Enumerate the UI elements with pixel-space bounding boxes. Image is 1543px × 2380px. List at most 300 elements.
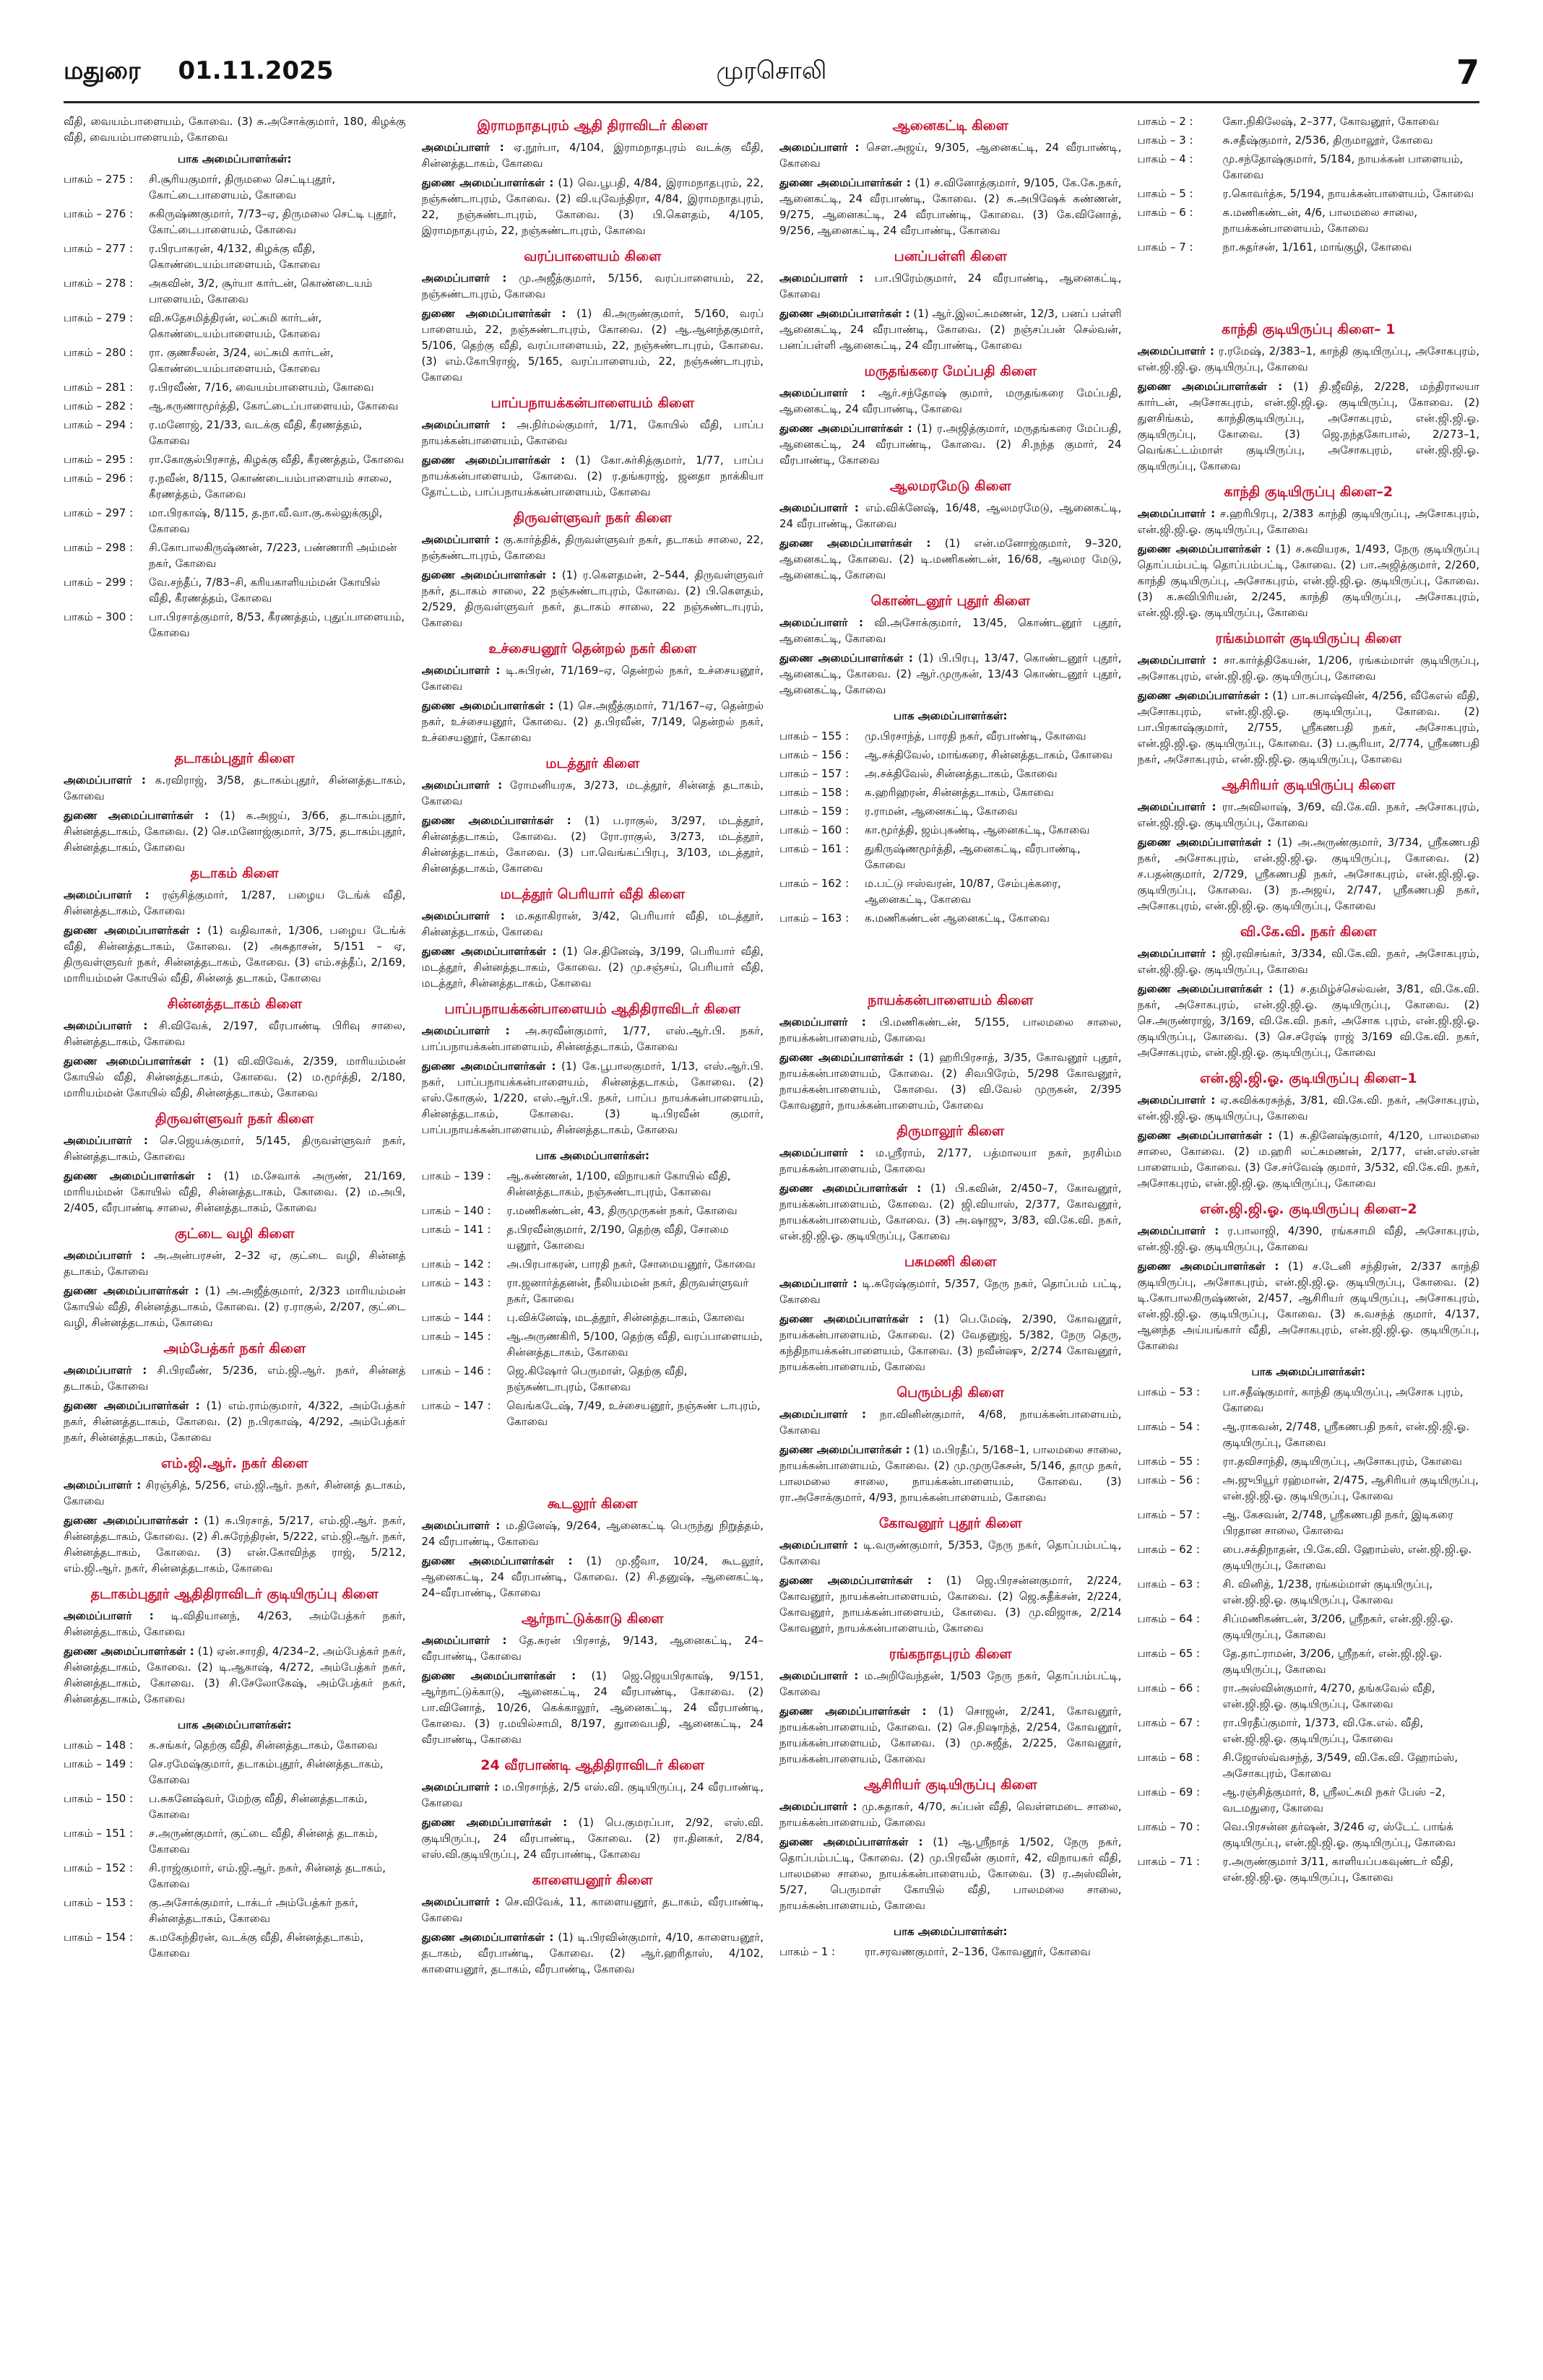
branch-title: காந்தி குடியிருப்பு கிளை– 1 <box>1222 321 1396 337</box>
bhaga-number: பாகம் – 163 : <box>779 912 850 925</box>
deputy-organizers-names: (1) டி.பிரவின்குமார், 4/10, காளையனூர், தடாகம், வீரபாண்டி, கோவை. (2) ஆர்.ஹரிதாஸ், 4/102, காளையனூர், தடாகம், வீரபாண்டி, கோவை <box>421 1931 764 1976</box>
branch-section <box>779 593 1122 698</box>
branch-section <box>64 1226 406 1330</box>
bhaga-row <box>64 505 406 537</box>
deputy-organizers-label: துணை அமைப்பாளர்கள் : <box>779 307 910 320</box>
branch-section <box>64 1111 406 1216</box>
organizer-line <box>779 270 1122 302</box>
deputy-organizers-label: துணை அமைப்பாளர்கள் : <box>421 814 571 827</box>
organizer-name: ஆர்.சந்தோஷ் குமார், மருதங்கரை மேப்பதி, ஆனைகட்டி, 24 வீரபாண்டி, கோவை <box>779 386 1122 415</box>
deputy-organizers-line <box>422 1668 764 1747</box>
bhaga-row <box>64 398 406 414</box>
organizer-name: சி.பிரவீண், 5/236, எம்.ஜி.ஆர். நகர், சின்னத் தடாகம், கோவை <box>64 1364 406 1393</box>
bhaga-organizer: தே.தாட்ராமன், 3/206, ஸ்ரீநகர், என்.ஜி.ஜி.ஓ. குடியிருப்பு, கோவை <box>1222 1647 1443 1676</box>
bhaga-row <box>1138 1453 1480 1469</box>
deputy-organizers-names: (1) கோ.சுர்சித்குமார், 1/77, பாப்ப நாயக்கன்பாளையம், கோவை. (2) ர.தங்கராஜ், ஜனதா நாக்கியா தோட்டம், பாப்பநாயக்கன்பாளையம், கோவை <box>421 454 764 498</box>
branch-title: என்.ஜி.ஜி.ஓ. குடியிருப்பு கிளை–2 <box>1199 1201 1417 1217</box>
deputy-organizers-line <box>64 1643 406 1707</box>
bhaga-organizer: துகிருஷ்ணமூர்த்தி, ஆனைகட்டி, வீரபாண்டி, கோவை <box>865 842 1081 871</box>
bhaga-row <box>64 206 406 238</box>
organizer-label: அமைப்பாளர் : <box>1137 345 1214 358</box>
bhaga-row <box>1138 1819 1480 1851</box>
bhaga-number: பாகம் – 147 : <box>421 1399 491 1412</box>
deputy-organizers-line <box>779 1311 1122 1375</box>
organizer-line <box>64 1608 406 1640</box>
columns <box>64 112 1479 2358</box>
branch-section <box>779 1515 1122 1636</box>
bhaga-row <box>1138 1645 1480 1677</box>
branch-section <box>779 248 1122 353</box>
column-gap <box>64 644 406 745</box>
branch-section <box>422 118 764 238</box>
deputy-organizers-label: துணை அமைப்பாளர்கள் : <box>421 568 556 581</box>
branch-title: ஆனைகட்டி கிளை <box>892 118 1008 134</box>
organizer-label: அமைப்பாளர் : <box>779 272 864 285</box>
branch-title: திருவள்ளுவர் நகர் கிளை <box>155 1111 314 1127</box>
bhaga-organizer: அகவின், 3/2, சூர்யா கார்டன், கொண்டையம் பாளையம், கோவை <box>149 277 373 306</box>
bhaga-organizer: சி.கோபாலகிருஷ்ணன், 7/223, பண்ணாரி அம்மன் நகர், கோவை <box>149 541 397 570</box>
bhaga-row <box>779 875 1122 907</box>
branch-title: திருவள்ளுவர் நகர் கிளை <box>513 510 672 526</box>
bhaga-number: பாகம் – 68 : <box>1137 1751 1201 1764</box>
bhaga-organizer: பை.சக்திநாதன், பி.கே.வி. ஹோம்ஸ், என்.ஜி.ஜி.ஓ. குடியிருப்பு, கோவை <box>1222 1543 1472 1572</box>
branch-section <box>1138 1070 1480 1191</box>
organizer-label: அமைப்பாளர் : <box>421 141 504 154</box>
branch-section <box>1138 484 1480 620</box>
deputy-organizers-line <box>1138 378 1480 474</box>
bhaga-organizer: ரா.ஜனார்த்தனன், நீலியம்மன் நகர், திருவள்ளுவர் நகர், கோவை <box>506 1276 749 1305</box>
deputy-organizers-names: (1) ர.அஜித்குமார், மருதங்கரை மேப்பதி, ஆனைகட்டி, 24 வீரபாண்டி, கோவை. (2) சி.நந்த குமார், 24 வீரபாண்டி, கோவை <box>779 422 1122 467</box>
bhaga-heading: பாக அமைப்பாளர்கள்: <box>178 1718 292 1731</box>
organizer-name: சா.கார்த்திகேயன், 1/206, ரங்கம்மாள் குடியிருப்பு, அசோகபுரம், என்.ஜி.ஜி.ஓ. குடியிருப்பு, கோவை <box>1137 654 1479 683</box>
branch-section <box>779 478 1122 583</box>
bhaga-organizer: பு.விக்னேஷ், மடத்தூர், சின்னத்தடாகம், கோவை <box>506 1311 745 1324</box>
branch-title: பாப்பநாயக்கன்பாளையம் கிளை <box>490 395 695 411</box>
branch-title: வரப்பாளையம் கிளை <box>524 248 662 264</box>
deputy-organizers-line <box>779 1834 1122 1913</box>
bhaga-list <box>422 1168 764 1429</box>
bhaga-row <box>422 1203 764 1219</box>
branch-section <box>422 1872 764 1977</box>
bhaga-number: பாகம் – 63 : <box>1137 1578 1201 1591</box>
organizer-line <box>422 417 764 449</box>
bhaga-organizer: மு.பிரசாந்த், பாரதி நகர், வீரபாண்டி, கோவை <box>865 730 1086 743</box>
branch-title: தடாகம் கிளை <box>190 865 279 881</box>
bhaga-row <box>1138 1384 1480 1416</box>
branch-title: வி.கே.வி. நகர் கிளை <box>1240 924 1377 940</box>
bhaga-number: பாகம் – 300 : <box>64 610 134 623</box>
bhaga-row <box>64 241 406 272</box>
bhaga-organizer: ர.மணிகண்டன், 43, திருமுருகன் நகர், கோவை <box>506 1204 738 1217</box>
branch-title: சின்னத்தடாகம் கிளை <box>167 996 302 1012</box>
organizer-label: அமைப்பாளர் : <box>421 533 499 546</box>
column-3 <box>779 112 1122 2358</box>
issue-date: 01.11.2025 <box>178 56 334 85</box>
deputy-organizers-names: (1) செ.தினேஷ், 3/199, பெரியார் வீதி, மடத்தூர், சின்னத்தடாகம், கோவை. (2) மு.சஞ்சய், பெரியார் வீதி, மடத்தூர், சின்னத்தடாகம், கோவை <box>421 945 764 990</box>
organizer-line <box>64 1247 406 1279</box>
bhaga-row <box>64 609 406 641</box>
section-list <box>64 750 406 1707</box>
masthead <box>64 43 1479 103</box>
deputy-organizers-names: (1) அ.அஜீத்குமார், 2/323 மாரியம்மன் கோயில் வீதி, சின்னத்தடாகம், கோவை. (2) ர.ராகுல், 2/207, குட்டை வழி, சின்னத்தடாகம், கோவை <box>64 1284 406 1329</box>
deputy-organizers-line <box>422 567 764 631</box>
branch-title: கொண்டனூர் புதூர் கிளை <box>870 593 1030 609</box>
branch-title: நாயக்கன்பாளையம் கிளை <box>868 992 1034 1008</box>
branch-section <box>779 118 1122 238</box>
deputy-organizers-label: துணை அமைப்பாளர்கள் : <box>421 454 566 467</box>
bhaga-number: பாகம் – 54 : <box>1137 1420 1201 1433</box>
bhaga-number: பாகம் – 162 : <box>779 877 850 890</box>
bhaga-row <box>422 1256 764 1272</box>
deputy-organizers-label: துணை அமைப்பாளர்கள் : <box>779 422 912 435</box>
bhaga-number: பாகம் – 64 : <box>1137 1612 1201 1625</box>
branch-title: மருதங்கரை மேப்பதி கிளை <box>864 363 1037 379</box>
organizer-name: தே.சுரன் பிரசாத், 9/143, ஆனைகட்டி, 24–வீரபாண்டி, கோவை <box>421 1634 764 1663</box>
bhaga-number: பாகம் – 279 : <box>64 311 134 324</box>
deputy-organizers-label: துணை அமைப்பாளர்கள் : <box>64 1645 194 1658</box>
deputy-organizers-line <box>1138 1258 1480 1354</box>
deputy-organizers-line <box>422 943 764 991</box>
deputy-organizers-names: (1) வி.விவேக், 2/359, மாரியம்மன் கோயில் வீதி, சின்னத்தடாகம், கோவை. (2) ம.மூர்த்தி, 2/180, மாரியம்மன் கோயில் வீதி, சின்னத்தடாகம், கோவை <box>64 1055 406 1099</box>
bhaga-row <box>1138 1576 1480 1608</box>
organizer-name: பி.மணிகண்டன், 5/155, பாலமலை சாலை, நாயக்கன்பாளையம், கோவை <box>779 1016 1122 1044</box>
organizer-label: அமைப்பாளர் : <box>421 418 506 431</box>
organizer-label: அமைப்பாளர் : <box>421 272 507 285</box>
branch-section <box>1138 924 1480 1060</box>
branch-title: பெரும்பதி கிளை <box>896 1385 1005 1401</box>
bhaga-number: பாகம் – 7 : <box>1137 241 1193 254</box>
branch-title: கோவனூர் புதூர் கிளை <box>878 1515 1022 1531</box>
branch-title: மடத்தூர் பெரியார் வீதி கிளை <box>500 886 686 902</box>
bhaga-number: பாகம் – 149 : <box>64 1757 134 1770</box>
bhaga-organizer: சி.ராஜ்குமார், எம்.ஜி.ஆர். நகர், சின்னத் தடாகம், கோவை <box>149 1861 386 1890</box>
deputy-organizers-label: துணை அமைப்பாளர்கள் : <box>421 945 557 958</box>
organizer-name: கு.கார்த்திக், திருவள்ளுவர் நகர், தடாகம் சாலை, 22, நஞ்சுண்டாபுரம், கோவை <box>421 533 764 562</box>
deputy-organizers-line <box>422 813 764 876</box>
bhaga-row <box>64 574 406 606</box>
organizer-name: ரோமனியரசு, 3/273, மடத்தூர், சின்னத் தடாகம், கோவை <box>421 779 764 808</box>
branch-title: குட்டை வழி கிளை <box>174 1226 295 1242</box>
deputy-organizers-line <box>779 1442 1122 1505</box>
section-list <box>422 118 764 1138</box>
deputy-organizers-names: (1) ம.சேவாக் அருண், 21/169, மாரியம்மன் கோயில் வீதி, சின்னத்தடாகம், கோவை. (2) ம.அபி, 2/405, வீரபாண்டி சாலை, சின்னத்தடாகம், கோவை <box>64 1169 406 1214</box>
branch-section <box>64 865 406 986</box>
organizer-line <box>779 1668 1122 1700</box>
bhaga-organizer: மா.பிரகாஷ், 8/115, த.நா.வீ.வா.கு.கல்லுக்குழி, கோவை <box>149 506 383 535</box>
bhaga-number: பாகம் – 154 : <box>64 1931 134 1944</box>
bhaga-number: பாகம் – 145 : <box>421 1330 491 1343</box>
deputy-organizers-label: துணை அமைப்பாளர்கள் : <box>1137 1260 1279 1273</box>
bhaga-row <box>64 1756 406 1788</box>
organizer-label: அமைப்பாளர் : <box>64 1134 148 1147</box>
organizer-label: அமைப்பாளர் : <box>1137 800 1216 813</box>
organizer-name: ர.பாலாஜி, 4/390, ரங்கசாமி வீதி, அசோகபுரம், என்.ஜி.ஜி.ஓ. குடியிருப்பு, கோவை <box>1137 1224 1479 1253</box>
branch-section <box>1138 777 1480 914</box>
bhaga-list <box>64 1737 406 1961</box>
bhaga-list <box>1138 113 1480 255</box>
deputy-organizers-line <box>779 535 1122 583</box>
branch-section <box>779 1123 1122 1244</box>
bhaga-number: பாகம் – 6 : <box>1137 206 1193 219</box>
bhaga-organizer: ர.மனோஜ், 21/33, வடக்கு வீதி, கீரணத்தம், கோவை <box>149 418 363 447</box>
branch-title: பனப்பள்ளி கிளை <box>894 248 1007 264</box>
bhaga-row <box>1138 1472 1480 1504</box>
bhaga-number: பாகம் – 299 : <box>64 576 134 589</box>
organizer-label: அமைப்பாளர் : <box>421 1634 507 1647</box>
deputy-organizers-label: துணை அமைப்பாளர்கள் : <box>421 1554 573 1567</box>
bhaga-organizer: அ.ஜுபியூர் ரஹ்மான், 2/475, ஆசிரியர் குடியிருப்பு, என்.ஜி.ஜி.ஓ. குடியிருப்பு, கோவை <box>1222 1474 1479 1502</box>
bhaga-number: பாகம் – 56 : <box>1137 1474 1201 1487</box>
organizer-line <box>422 1518 764 1549</box>
organizer-line <box>779 1799 1122 1830</box>
deputy-organizers-label: துணை அமைப்பாளர்கள் : <box>421 1060 556 1073</box>
bhaga-row <box>1138 1611 1480 1643</box>
organizer-name: ரா.அவிலாஷ், 3/69, வி.கே.வி. நகர், அசோகபுரம், என்.ஜி.ஜி.ஓ. குடியிருப்பு, கோவை <box>1137 800 1479 829</box>
bhaga-organizer: ரா.அஸ்வின்குமார், 4/270, தங்கவேல் வீதி, என்.ஜி.ஜி.ஓ. குடியிருப்பு, கோவை <box>1222 1682 1435 1710</box>
bhaga-row <box>1138 1680 1480 1712</box>
organizer-line <box>422 1779 764 1811</box>
deputy-organizers-names: (1) பி.கவின், 2/450–7, கோவனூர், நாயக்கன்பாளையம், கோவை. (2) ஜி.வியாஸ், 2/377, கோவனூர், நாயக்கன்பாளையம், கோவை. (3) அ.ஷாஜு, 3/83, வி.கே.வி. நகர், என்.ஜி.ஜி.ஓ. குடியிருப்பு, கோவை <box>779 1182 1122 1242</box>
bhaga-row <box>422 1398 764 1429</box>
bhaga-row <box>1138 1853 1480 1885</box>
bhaga-number: பாகம் – 158 : <box>779 786 850 799</box>
column-1 <box>64 112 406 2358</box>
branch-title: ஆசிரியர் குடியிருப்பு கிளை <box>1222 777 1396 793</box>
organizer-label: அமைப்பாளர் : <box>779 501 859 514</box>
deputy-organizers-line <box>422 1553 764 1601</box>
bhaga-organizer: பா.சதீஷ்குமார், காந்தி குடியிருப்பு, அசோக புரம், கோவை <box>1222 1385 1464 1414</box>
bhaga-number: பாகம் – 139 : <box>421 1169 491 1182</box>
deputy-organizers-names: (1) ர.கௌதமன், 2–544, திருவள்ளுவர் நகர், தடாகம் சாலை, 22 நஞ்சுண்டாபுரம், கோவை. (2) பி.கௌதம், 2/529, திருவள்ளுவர் நகர், தடாகம் சாலை, 22 நஞ்சுண்டாபுரம், கோவை <box>421 568 764 629</box>
branch-title: தடாகம்புதூர் கிளை <box>174 750 295 766</box>
bhaga-row <box>1138 1541 1480 1573</box>
bhaga-row <box>1138 1749 1480 1781</box>
deputy-organizers-names: (1) ச.தமிழ்ச்செல்வன், 3/81, வி.கே.வி. நகர், அசோகபுரம், என்.ஜி.ஜி.ஓ. குடியிருப்பு, கோவை. (2) செ.அருண்ராஜ், 3/169, வி.கே.வி. நகர், அசோக புரம், என்.ஜி.ஜி.ஓ. குடியிருப்பு, கோவை. (3) செ.சரேஷ் ராஜ் 3/169 வி.கே.வி. நகர், அசோகபுரம், என்.ஜி.ஜி.ஓ. குடியிருப்பு, கோவை <box>1137 982 1479 1059</box>
bhaga-number: பாகம் – 296 : <box>64 472 134 485</box>
bhaga-row <box>64 275 406 307</box>
branch-section <box>64 1586 406 1707</box>
deputy-organizers-names: (1) கி.அருண்குமார், 5/160, வரப் பாளையம், 22, நஞ்சுண்டாபுரம், கோவை. (2) ஆ.ஆனந்தகுமார், 5/106, தெற்கு வீதி, வரப்பாளையம், 22, நஞ்சுண்டாபுரம், கோவை. (3) எம்.கோபிராஜ், 5/165, வரப்பாளையம், 22, நஞ்சுண்டாபுரம், கோவை <box>421 307 764 384</box>
deputy-organizers-line <box>422 175 764 238</box>
deputy-organizers-line <box>1138 1128 1480 1191</box>
deputy-organizers-line <box>422 306 764 385</box>
bhaga-number: பாகம் – 71 : <box>1137 1855 1201 1868</box>
bhaga-organizer: வே.சந்தீப், 7/83–சி, கரியகாளியம்மன் கோயில் வீதி, கீரணத்தம், கோவை <box>149 576 381 605</box>
organizer-name: மு.சுதாகர், 4/70, சுப்பன் வீதி, வெள்ளமடை சாலை, நாயக்கன்பாளையம், கோவை <box>779 1800 1122 1829</box>
bhaga-organizer: ர.ராமன், ஆனைகட்டி, கோவை <box>865 805 1018 818</box>
organizer-name: ரஞ்சித்குமார், 1/287, பழைய டேங்க் வீதி, சின்னத்தடாகம், கோவை <box>64 888 406 917</box>
bhaga-number: பாகம் – 69 : <box>1137 1786 1201 1799</box>
deputy-organizers-label: துணை அமைப்பாளர்கள் : <box>779 1835 923 1848</box>
bhaga-row <box>779 728 1122 744</box>
deputy-organizers-names: (1) கே.பூபாலகுமார், 1/13, எஸ்.ஆர்.பி. நகர், பாப்பநாயக்கன்பாளையம், சின்னத்தடாகம், கோவை. (2) எஸ்.கோகுல், 1/220, எஸ்.ஆர்.பி. நகர், பாப்ப நாயக்கன்பாளையம், சின்னத்தடாகம், கோவை. (3) டி.பிரவீன் குமார், பாப்பநாயக்கன்பாளையம், சின்னத்தடாகம், கோவை <box>421 1060 764 1136</box>
deputy-organizers-line <box>779 1572 1122 1636</box>
deputy-organizers-line <box>779 650 1122 698</box>
bhaga-organizer: சுகிருஷ்ணகுமார், 7/73–ஏ, திருமலை செட்டி புதூர், கோட்டைபாளையம், கோவை <box>149 207 397 236</box>
branch-title: இராமநாதபுரம் ஆதி திராவிடர் கிளை <box>477 118 708 134</box>
bhaga-organizer: ர.அருண்குமார் 3/11, காளியப்பகவுண்டர் வீதி, என்.ஜி.ஜி.ஓ. குடியிருப்பு, கோவை <box>1222 1855 1453 1884</box>
branch-section <box>422 1757 764 1862</box>
bhaga-row <box>64 1929 406 1961</box>
bhaga-organizer: க.மணிகண்டன் ஆனைகட்டி, கோவை <box>865 912 1050 925</box>
branch-section <box>64 996 406 1101</box>
organizer-line <box>64 1018 406 1050</box>
bhaga-row <box>422 1328 764 1360</box>
bhaga-organizer: க.மணிகண்டன், 4/6, பாலமலை சாலை, நாயக்கன்பாளையம், கோவை <box>1222 206 1418 235</box>
deputy-organizers-line <box>422 1814 764 1862</box>
organizer-line <box>779 385 1122 417</box>
bhaga-row <box>779 784 1122 800</box>
bhaga-organizer: ஆ. கேசவன், 2/748, ஸ்ரீகணபதி நகர், இடிகரை பிரதான சாலை, கோவை <box>1222 1508 1453 1537</box>
organizer-label: அமைப்பாளர் : <box>421 1895 500 1908</box>
deputy-organizers-names: (1) வெ.பூபதி, 4/84, இராமநாதபுரம், 22, நஞ்சுண்டாபுரம், கோவை. (2) வி.யுவேந்திரா, 4/84, இராமநாதபுரம், 22, நஞ்சுண்டாபுரம், கோவை. (3) பி.கௌதம், 4/105, இராமநாதபுரம், 22, நஞ்சுண்டாபுரம், கோவை <box>421 176 764 237</box>
bhaga-list <box>779 1944 1122 1960</box>
deputy-organizers-line <box>64 1168 406 1216</box>
bhaga-organizer: த.பிரவீன்குமார், 2/190, தெற்கு வீதி, சோமை யனூர், கோவை <box>506 1223 729 1252</box>
organizer-name: ம.சுதாகிரான், 3/42, பெரியார் வீதி, மடத்தூர், சின்னத்தடாகம், கோவை <box>421 909 764 938</box>
deputy-organizers-line <box>779 1050 1122 1113</box>
organizer-line <box>422 777 764 809</box>
branch-section <box>779 1385 1122 1505</box>
organizer-line <box>1138 799 1480 831</box>
organizer-name: வி.அசோக்குமார், 13/45, கொண்டனூர் புதூர், ஆனைகட்டி, கோவை <box>779 616 1122 645</box>
organizer-name: டி.விதியானந், 4/263, அம்பேத்கர் நகர், சின்னத்தடாகம், கோவை <box>64 1609 406 1638</box>
bhaga-number: பாகம் – 161 : <box>779 842 850 855</box>
organizer-name: ஏ.சுவிக்கரசுந்த், 3/81, வி.கே.வி. நகர், அசோகபுரம், என்.ஜி.ஜி.ஓ. குடியிருப்பு, கோவை <box>1137 1094 1479 1122</box>
deputy-organizers-label: துணை அமைப்பாளர்கள் : <box>64 1399 200 1412</box>
deputy-organizers-names: (1) பி.பிரபு, 13/47, கொண்டனூர் புதூர், ஆனைகட்டி, கோவை. (2) ஆர்.முருகன், 13/43 கொண்டனூர் புதூர், ஆனைகட்டி, கோவை <box>779 652 1122 696</box>
organizer-line <box>422 139 764 171</box>
organizer-line <box>422 1894 764 1926</box>
deputy-organizers-line <box>64 1053 406 1101</box>
organizer-name: செ.ஜெயக்குமார், 5/145, திருவள்ளுவர் நகர், சின்னத்தடாகம், கோவை <box>64 1134 406 1163</box>
deputy-organizers-names: (1) மு.ஜீவா, 10/24, கூடலூர், ஆனைகட்டி, 24 வீரபாண்டி, கோவை. (2) சி.தனுஷ், ஆனைகட்டி, 24–வீரபாண்டி, கோவை <box>421 1554 764 1599</box>
bhaga-row <box>422 1363 764 1395</box>
branch-section <box>422 756 764 876</box>
deputy-organizers-names: (1) ச.சுவியரசு, 1/493, நேரு குடியிருப்பு தொப்பம்பட்டி தொப்பம்பட்டி, கோவை. (2) பா.அஜித்குமார், 2/260, காந்தி குடியிருப்பு, அசோகபுரம், என்.ஜி.ஜி.ஓ. குடியிருப்பு, கோவை. (3) க.சுவிபிரியன், 2/245, காந்தி குடியிருப்பு, அசோகபுரம், என்.ஜி.ஜி.ஓ. குடியிருப்பு, கோவை <box>1137 542 1479 619</box>
bhaga-organizer: வெங்கடேஷ், 7/49, உச்சையனூர், நஞ்சுண் டாபுரம், கோவை <box>506 1399 761 1428</box>
bhaga-organizer: பா.பிரசாத்குமார், 8/53, கீரணத்தம், புதுப்பாளையம், கோவை <box>149 610 405 639</box>
bhaga-heading: பாக அமைப்பாளர்கள்: <box>535 1149 649 1162</box>
bhaga-organizer: சி.சூரியகுமார், திருமலை செட்டிபுதூர், கோட்டைபாளையம், கோவை <box>149 173 336 202</box>
bhaga-row <box>1138 1419 1480 1450</box>
bhaga-heading: பாக அமைப்பாளர்கள்: <box>894 709 1008 722</box>
bhaga-row <box>64 1860 406 1892</box>
bhaga-number: பாகம் – 3 : <box>1137 134 1193 147</box>
bhaga-row <box>64 1791 406 1822</box>
deputy-organizers-label: துணை அமைப்பாளர்கள் : <box>64 1514 199 1527</box>
deputy-organizers-names: (1) ச.வினோத்குமார், 9/105, கே.கே.நகர், ஆனைகட்டி, 24 வீரபாண்டி, கோவை. (2) சு.அபிஷேக் கண்ணன், 9/275, ஆனைகட்டி, 24 வீரபாண்டி, கோவை. (3) கே.வினோத், 9/256, ஆனைகட்டி, 24 வீரபாண்டி, கோவை <box>779 176 1122 237</box>
bhaga-row <box>1138 113 1480 129</box>
organizer-name: அ.நிர்மல்குமார், 1/71, கோயில் வீதி, பாப்ப நாயக்கன்பாளையம், கோவை <box>421 418 764 447</box>
bhaga-number: பாகம் – 4 : <box>1137 152 1193 165</box>
branch-section <box>1138 1201 1480 1354</box>
bhaga-organizer: கு.அசோக்குமார், டாக்டர் அம்பேத்கர் நகர், சின்னத்தடாகம், கோவை <box>149 1896 358 1925</box>
organizer-label: அமைப்பாளர் : <box>64 774 146 787</box>
bhaga-number: பாகம் – 2 : <box>1137 115 1193 128</box>
branch-title: என்.ஜி.ஜி.ஓ. குடியிருப்பு கிளை–1 <box>1199 1070 1417 1086</box>
organizer-line <box>1138 945 1480 977</box>
branch-title: எம்.ஜி.ஆர். நகர் கிளை <box>161 1455 308 1471</box>
bhaga-number: பாகம் – 150 : <box>64 1792 134 1805</box>
bhaga-number: பாகம் – 156 : <box>779 748 850 761</box>
column-gap <box>422 1432 764 1490</box>
bhaga-number: பாகம் – 298 : <box>64 541 134 554</box>
bhaga-organizer: சி.ஜோஸ்வ்வசந்த், 3/549, வி.கே.வி. ஹோம்ஸ், அசோகபுரம், கோவை <box>1222 1751 1458 1780</box>
branch-title: 24 வீரபாண்டி ஆதிதிராவிடர் கிளை <box>480 1757 705 1773</box>
bhaga-number: பாகம் – 57 : <box>1137 1508 1201 1521</box>
intro-text: வீதி, வையம்பாளையம், கோவை. (3) சு.அசோக்குமார், 180, கிழக்கு வீதி, வையம்பாளையம், கோவை <box>64 115 406 144</box>
organizer-label: அமைப்பாளர் : <box>64 1364 147 1377</box>
deputy-organizers-names: (1) ச.டேனி சந்திரன், 2/337 காந்தி குடியிருப்பு, அசோகபுரம், என்.ஜி.ஜி.ஓ. குடியிருப்பு, கோவை. (2) டி.கோபாலகிருஷ்ணன், 2/457, ஆசிரியர் குடியிருப்பு, அசோகபுரம், என்.ஜி.ஜி.ஓ. குடியிருப்பு, கோவை. (3) சு.வசந்த் குமார், 4/137, ஆனந்த அய்யங்கார் வீதி, அசோகபுரம், என்.ஜி.ஜி.ஓ. குடியிருப்பு, கோவை <box>1137 1260 1479 1352</box>
organizer-label: அமைப்பாளர் : <box>1137 1224 1219 1237</box>
deputy-organizers-label: துணை அமைப்பாளர்கள் : <box>64 1055 205 1068</box>
deputy-organizers-line <box>422 452 764 500</box>
branch-section <box>422 1496 764 1601</box>
deputy-organizers-line <box>422 1929 764 1977</box>
organizer-line <box>779 1014 1122 1046</box>
bhaga-row <box>64 417 406 449</box>
organizer-line <box>779 615 1122 646</box>
deputy-organizers-line <box>1138 834 1480 914</box>
bhaga-number: பாகம் – 66 : <box>1137 1682 1201 1695</box>
deputy-organizers-label: துணை அமைப்பாளர்கள் : <box>779 652 913 665</box>
bhaga-row <box>779 747 1122 763</box>
bhaga-organizer: ம.பட்டு ஈஸ்வரன், 10/87, சேம்புக்கரை, ஆனைகட்டி, கோவை <box>865 877 1061 906</box>
bhaga-number: பாகம் – 275 : <box>64 173 134 186</box>
bhaga-organizer: சு.சதீஷ்குமார், 2/536, திருமாலூர், கோவை <box>1222 134 1433 147</box>
organizer-name: ச.ஹரிபிரபு, 2/383 காந்தி குடியிருப்பு, அசோகபுரம், என்.ஜி.ஜி.ஓ. குடியிருப்பு, கோவை <box>1137 507 1479 536</box>
column-4 <box>1138 112 1480 2358</box>
organizer-name: ம.பிரசாந்த், 2/5 எஸ்.வி. குடியிருப்பு, 24 வீரபாண்டி, கோவை <box>421 1780 764 1809</box>
deputy-organizers-label: துணை அமைப்பாளர்கள் : <box>1137 380 1283 393</box>
organizer-name: சிரஞ்சித், 5/256, எம்.ஜி.ஆர். நகர், சின்னத் தடாகம், கோவை <box>64 1479 406 1507</box>
branch-section <box>64 1455 406 1576</box>
bhaga-row <box>64 470 406 502</box>
paper-name: முரசொலி <box>716 56 827 85</box>
bhaga-row <box>64 1825 406 1857</box>
bhaga-row <box>1138 132 1480 148</box>
deputy-organizers-line <box>1138 541 1480 620</box>
bhaga-organizer: கா.மூர்த்தி, ஜம்புகண்டி, ஆனைகட்டி, கோவை <box>865 823 1090 836</box>
organizer-line <box>1138 652 1480 684</box>
organizer-label: அமைப்பாளர் : <box>64 1249 146 1262</box>
bhaga-number: பாகம் – 282 : <box>64 399 134 412</box>
deputy-organizers-line <box>64 1283 406 1330</box>
organizer-label: அமைப்பாளர் : <box>1137 1094 1216 1107</box>
bhaga-number: பாகம் – 277 : <box>64 242 134 255</box>
bhaga-row <box>64 451 406 467</box>
organizer-label: அமைப்பாளர் : <box>421 1024 510 1037</box>
organizer-label: அமைப்பாளர் : <box>421 1780 498 1793</box>
bhaga-row <box>779 1944 1122 1960</box>
bhaga-row <box>779 803 1122 819</box>
organizer-line <box>779 1537 1122 1569</box>
organizer-line <box>779 139 1122 171</box>
bhaga-row <box>779 910 1122 926</box>
deputy-organizers-label: துணை அமைப்பாளர்கள் : <box>64 924 201 937</box>
bhaga-list <box>64 171 406 641</box>
deputy-organizers-names: (1) பா.சுபாஷ்வின், 4/256, வீகேஎல் வீதி, அசோகபுரம், என்.ஜி.ஜி.ஓ. குடியிருப்பு, கோவை. (2) பா.பிரகாஷ்குமார், 2/755, ஸ்ரீகணபதி நகர், அசோகபுரம், என்.ஜி.ஜி.ஓ. குடியிருப்பு, கோவை. (3) ப.சூரியா, 2/774, ஸ்ரீகணபதி நகர், அசோகபுரம், என்.ஜி.ஜி.ஓ. குடியிருப்பு, கோவை <box>1137 689 1479 766</box>
organizer-label: அமைப்பாளர் : <box>779 1800 857 1813</box>
bhaga-number: பாகம் – 146 : <box>421 1364 491 1377</box>
column-2 <box>422 112 764 2358</box>
branch-section <box>64 750 406 855</box>
deputy-organizers-names: (1) எம்.ராம்குமார், 4/322, அம்பேத்கர் நகர், சின்னத்தடாகம், கோவை. (2) ந.பிரகாஷ், 4/292, அம்பேத்கர் நகர், சின்னத்தடாகம், கோவை <box>64 1399 406 1444</box>
bhaga-row <box>1138 1715 1480 1747</box>
bhaga-organizer: நா.சுதர்சன், 1/161, மாங்குழி, கோவை <box>1222 241 1412 254</box>
organizer-name: டி.வருண்குமார், 5/353, நேரு நகர், தொப்பம்பட்டி, கோவை <box>779 1539 1122 1567</box>
